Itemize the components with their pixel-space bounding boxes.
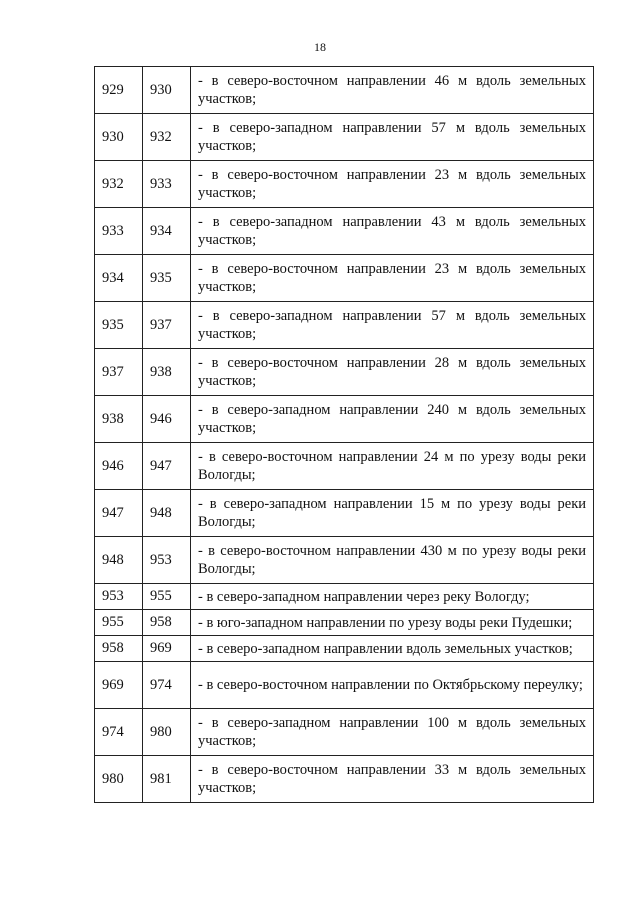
point-from: 933 bbox=[95, 208, 143, 255]
point-from: 929 bbox=[95, 67, 143, 114]
boundary-description bbox=[191, 349, 594, 396]
boundary-description bbox=[191, 636, 594, 662]
table-row bbox=[95, 662, 594, 709]
point-to: 932 bbox=[143, 114, 191, 161]
point-to: 974 bbox=[143, 662, 191, 709]
description-text: - в северо-западном направлении 57 м вдоль земельных участков; bbox=[198, 120, 586, 154]
table-row bbox=[95, 756, 594, 803]
point-from: 934 bbox=[95, 255, 143, 302]
point-to: 946 bbox=[143, 396, 191, 443]
point-to: 933 bbox=[143, 161, 191, 208]
boundary-description bbox=[191, 396, 594, 443]
boundary-description bbox=[191, 443, 594, 490]
table-row bbox=[95, 161, 594, 208]
point-to: 937 bbox=[143, 302, 191, 349]
boundary-description bbox=[191, 662, 594, 709]
point-to: 934 bbox=[143, 208, 191, 255]
boundary-description bbox=[191, 208, 594, 255]
boundary-table bbox=[94, 66, 594, 803]
point-to: 935 bbox=[143, 255, 191, 302]
point-to: 930 bbox=[143, 67, 191, 114]
point-from: 932 bbox=[95, 161, 143, 208]
point-to: 980 bbox=[143, 709, 191, 756]
point-to: 948 bbox=[143, 490, 191, 537]
description-text: - в юго-западном направлении по урезу воды реки Пудешки; bbox=[198, 614, 573, 631]
table-row bbox=[95, 490, 594, 537]
boundary-description bbox=[191, 114, 594, 161]
table-row bbox=[95, 114, 594, 161]
description-text: - в северо-восточном направлении 23 м вдоль земельных участков; bbox=[198, 167, 586, 201]
description-text: - в северо-западном направлении 240 м вдоль земельных участков; bbox=[198, 402, 586, 436]
boundary-description bbox=[191, 255, 594, 302]
boundary-description bbox=[191, 756, 594, 803]
point-from: 980 bbox=[95, 756, 143, 803]
boundary-description bbox=[191, 490, 594, 537]
description-text: - в северо-западном направлении 43 м вдоль земельных участков; bbox=[198, 214, 586, 248]
boundary-description bbox=[191, 302, 594, 349]
table-row bbox=[95, 396, 594, 443]
point-from: 953 bbox=[95, 584, 143, 610]
description-text: - в северо-восточном направлении 33 м вдоль земельных участков; bbox=[198, 762, 586, 796]
boundary-description bbox=[191, 161, 594, 208]
boundary-description bbox=[191, 584, 594, 610]
table-row bbox=[95, 443, 594, 490]
boundary-description bbox=[191, 610, 594, 636]
point-from: 937 bbox=[95, 349, 143, 396]
point-from: 946 bbox=[95, 443, 143, 490]
point-from: 958 bbox=[95, 636, 143, 662]
description-text: - в северо-восточном направлении 430 м по урезу воды реки Вологды; bbox=[198, 543, 586, 577]
point-from: 938 bbox=[95, 396, 143, 443]
description-text: - в северо-западном направлении 57 м вдоль земельных участков; bbox=[198, 308, 586, 342]
point-to: 938 bbox=[143, 349, 191, 396]
point-from: 955 bbox=[95, 610, 143, 636]
description-text: - в северо-восточном направлении 46 м вдоль земельных участков; bbox=[198, 73, 586, 107]
table-row bbox=[95, 208, 594, 255]
table-row bbox=[95, 302, 594, 349]
description-text: - в северо-восточном направлении 24 м по урезу воды реки Вологды; bbox=[198, 449, 586, 483]
boundary-description bbox=[191, 537, 594, 584]
point-to: 969 bbox=[143, 636, 191, 662]
description-text: - в северо-восточном направлении 28 м вдоль земельных участков; bbox=[198, 355, 586, 389]
point-to: 953 bbox=[143, 537, 191, 584]
table-row bbox=[95, 349, 594, 396]
boundary-description bbox=[191, 709, 594, 756]
point-from: 935 bbox=[95, 302, 143, 349]
page-number: 18 bbox=[314, 40, 326, 54]
point-to: 955 bbox=[143, 584, 191, 610]
description-text: - в северо-западном направлении 100 м вдоль земельных участков; bbox=[198, 715, 586, 749]
table-row bbox=[95, 610, 594, 636]
point-to: 981 bbox=[143, 756, 191, 803]
description-text: - в северо-восточном направлении 23 м вдоль земельных участков; bbox=[198, 261, 586, 295]
point-to: 947 bbox=[143, 443, 191, 490]
description-text: - в северо-западном направлении через реку Вологду; bbox=[198, 588, 530, 605]
point-from: 974 bbox=[95, 709, 143, 756]
description-text: - в северо-западном направлении вдоль земельных участков; bbox=[198, 640, 573, 657]
point-from: 948 bbox=[95, 537, 143, 584]
description-text: - в северо-восточном направлении по Октябрьскому переулку; bbox=[198, 677, 583, 693]
table-row bbox=[95, 67, 594, 114]
point-from: 947 bbox=[95, 490, 143, 537]
table-row bbox=[95, 584, 594, 610]
point-to: 958 bbox=[143, 610, 191, 636]
point-from: 969 bbox=[95, 662, 143, 709]
table-row bbox=[95, 537, 594, 584]
description-text: - в северо-западном направлении 15 м по урезу воды реки Вологды; bbox=[198, 496, 586, 530]
table-row bbox=[95, 709, 594, 756]
boundary-description bbox=[191, 67, 594, 114]
point-from: 930 bbox=[95, 114, 143, 161]
table-row bbox=[95, 636, 594, 662]
table-row bbox=[95, 255, 594, 302]
